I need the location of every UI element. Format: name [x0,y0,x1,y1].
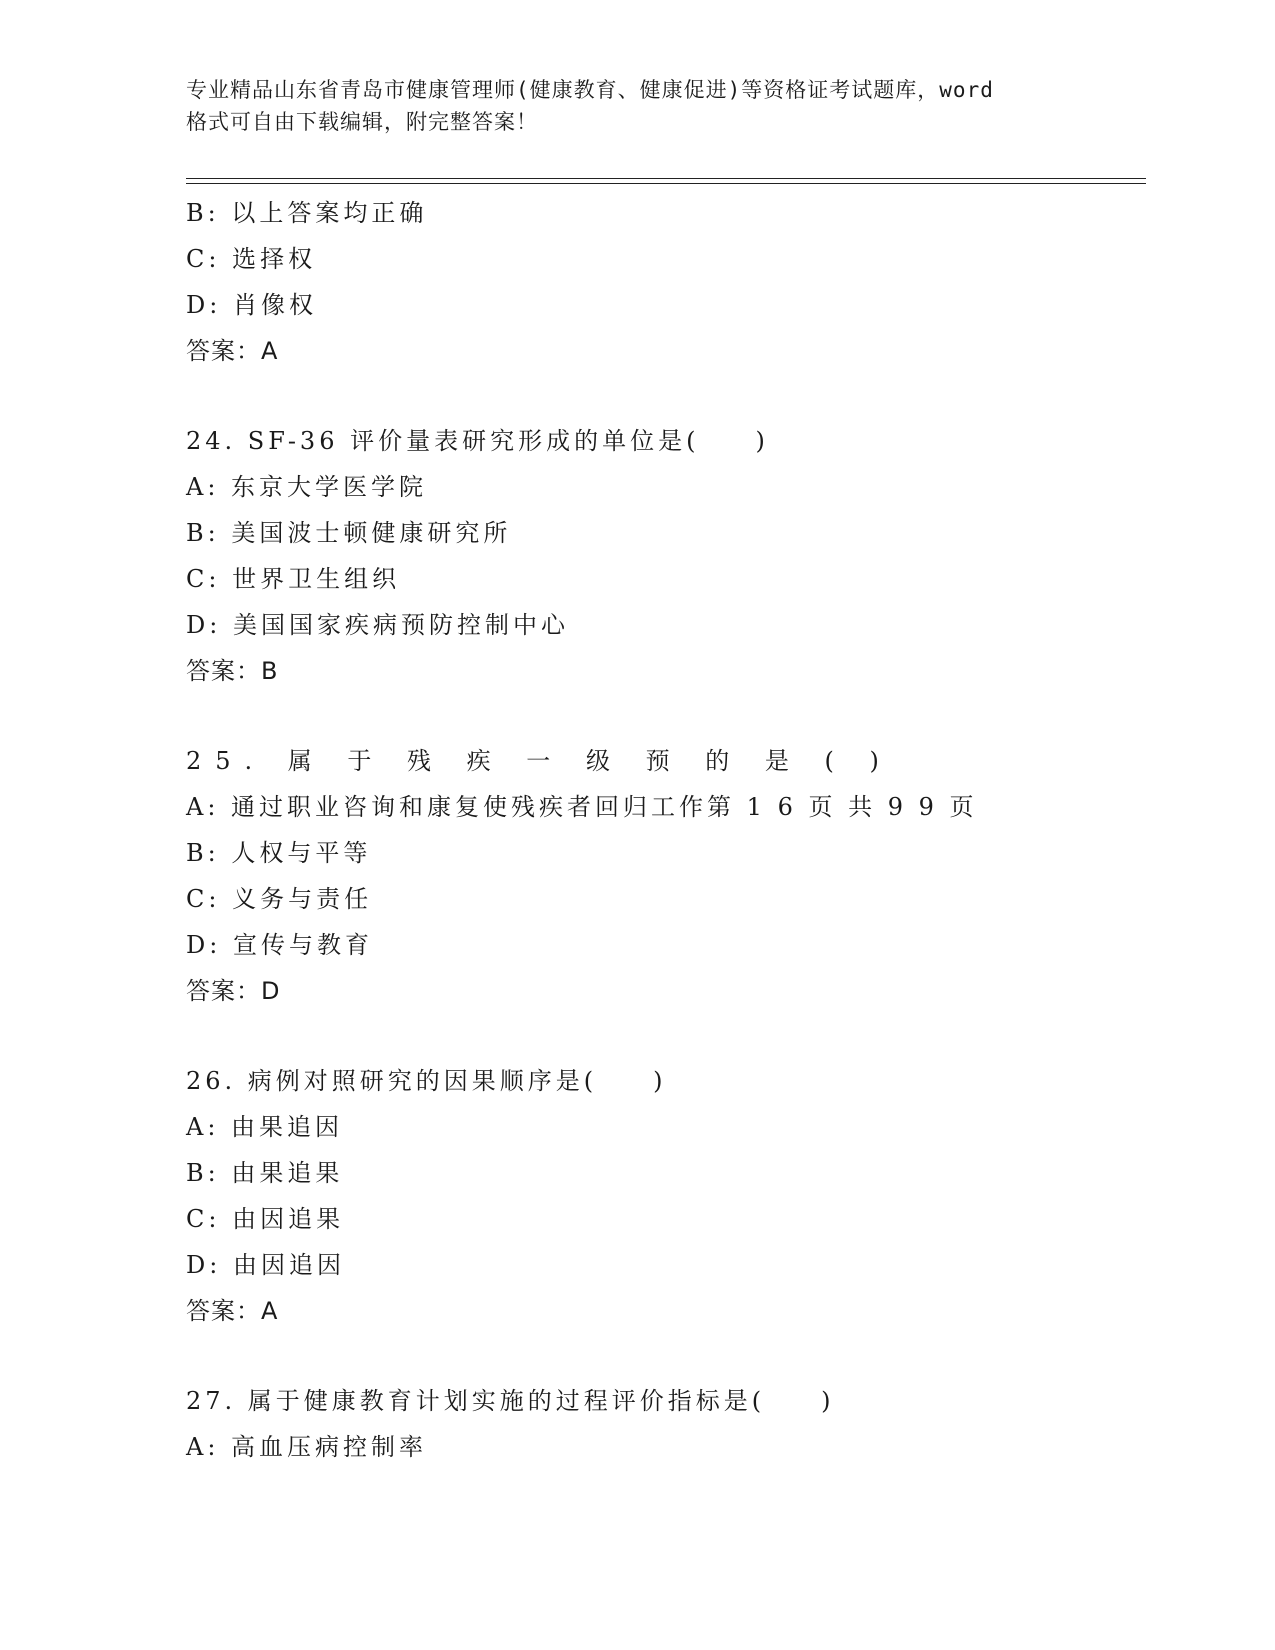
header-line-2: 格式可自由下载编辑，附完整答案！ [186,110,538,134]
option-a: A: 由果追因 [186,1113,344,1141]
header-line-1: 专业精品山东省青岛市健康管理师(健康教育、健康促进)等资格证考试题库，word [186,78,994,102]
question-stem: 25. 属 于 残 疾 一 级 预 的 是 ( ) [186,747,893,775]
question-block-24 [186,418,1146,694]
answer-line: 答案：D [186,977,281,1005]
document-header [186,74,1086,138]
question-stem: 24. SF-36 评价量表研究形成的单位是( ) [186,427,769,455]
option-c: C: 世界卫生组织 [186,565,401,593]
option-a: A: 高血压病控制率 [186,1433,428,1461]
question-block-27 [186,1378,1146,1470]
option-d: D: 肖像权 [186,291,317,319]
answer-line: 答案：A [186,1297,279,1325]
answer-line: 答案：A [186,337,279,365]
header-divider-bottom [186,183,1146,184]
question-block-prev [186,190,1146,374]
option-d: D: 由因追因 [186,1251,345,1279]
option-d: D: 美国国家疾病预防控制中心 [186,611,569,639]
option-a: A: 通过职业咨询和康复使残疾者回归工作第 1 6 页 共 9 9 页 [186,793,978,821]
question-stem: 27. 属于健康教育计划实施的过程评价指标是( ) [186,1387,835,1415]
option-b: B: 以上答案均正确 [186,199,428,227]
option-d: D: 宣传与教育 [186,931,373,959]
question-block-25 [186,738,1146,1014]
header-divider-top [186,178,1146,179]
option-c: C: 选择权 [186,245,317,273]
question-content [186,190,1146,1470]
option-b: B: 由果追果 [186,1159,344,1187]
answer-line: 答案：B [186,657,279,685]
option-c: C: 由因追果 [186,1205,345,1233]
option-b: B: 人权与平等 [186,839,372,867]
question-stem: 26. 病例对照研究的因果顺序是( ) [186,1067,667,1095]
option-c: C: 义务与责任 [186,885,373,913]
question-block-26 [186,1058,1146,1334]
option-a: A: 东京大学医学院 [186,473,428,501]
option-b: B: 美国波士顿健康研究所 [186,519,512,547]
